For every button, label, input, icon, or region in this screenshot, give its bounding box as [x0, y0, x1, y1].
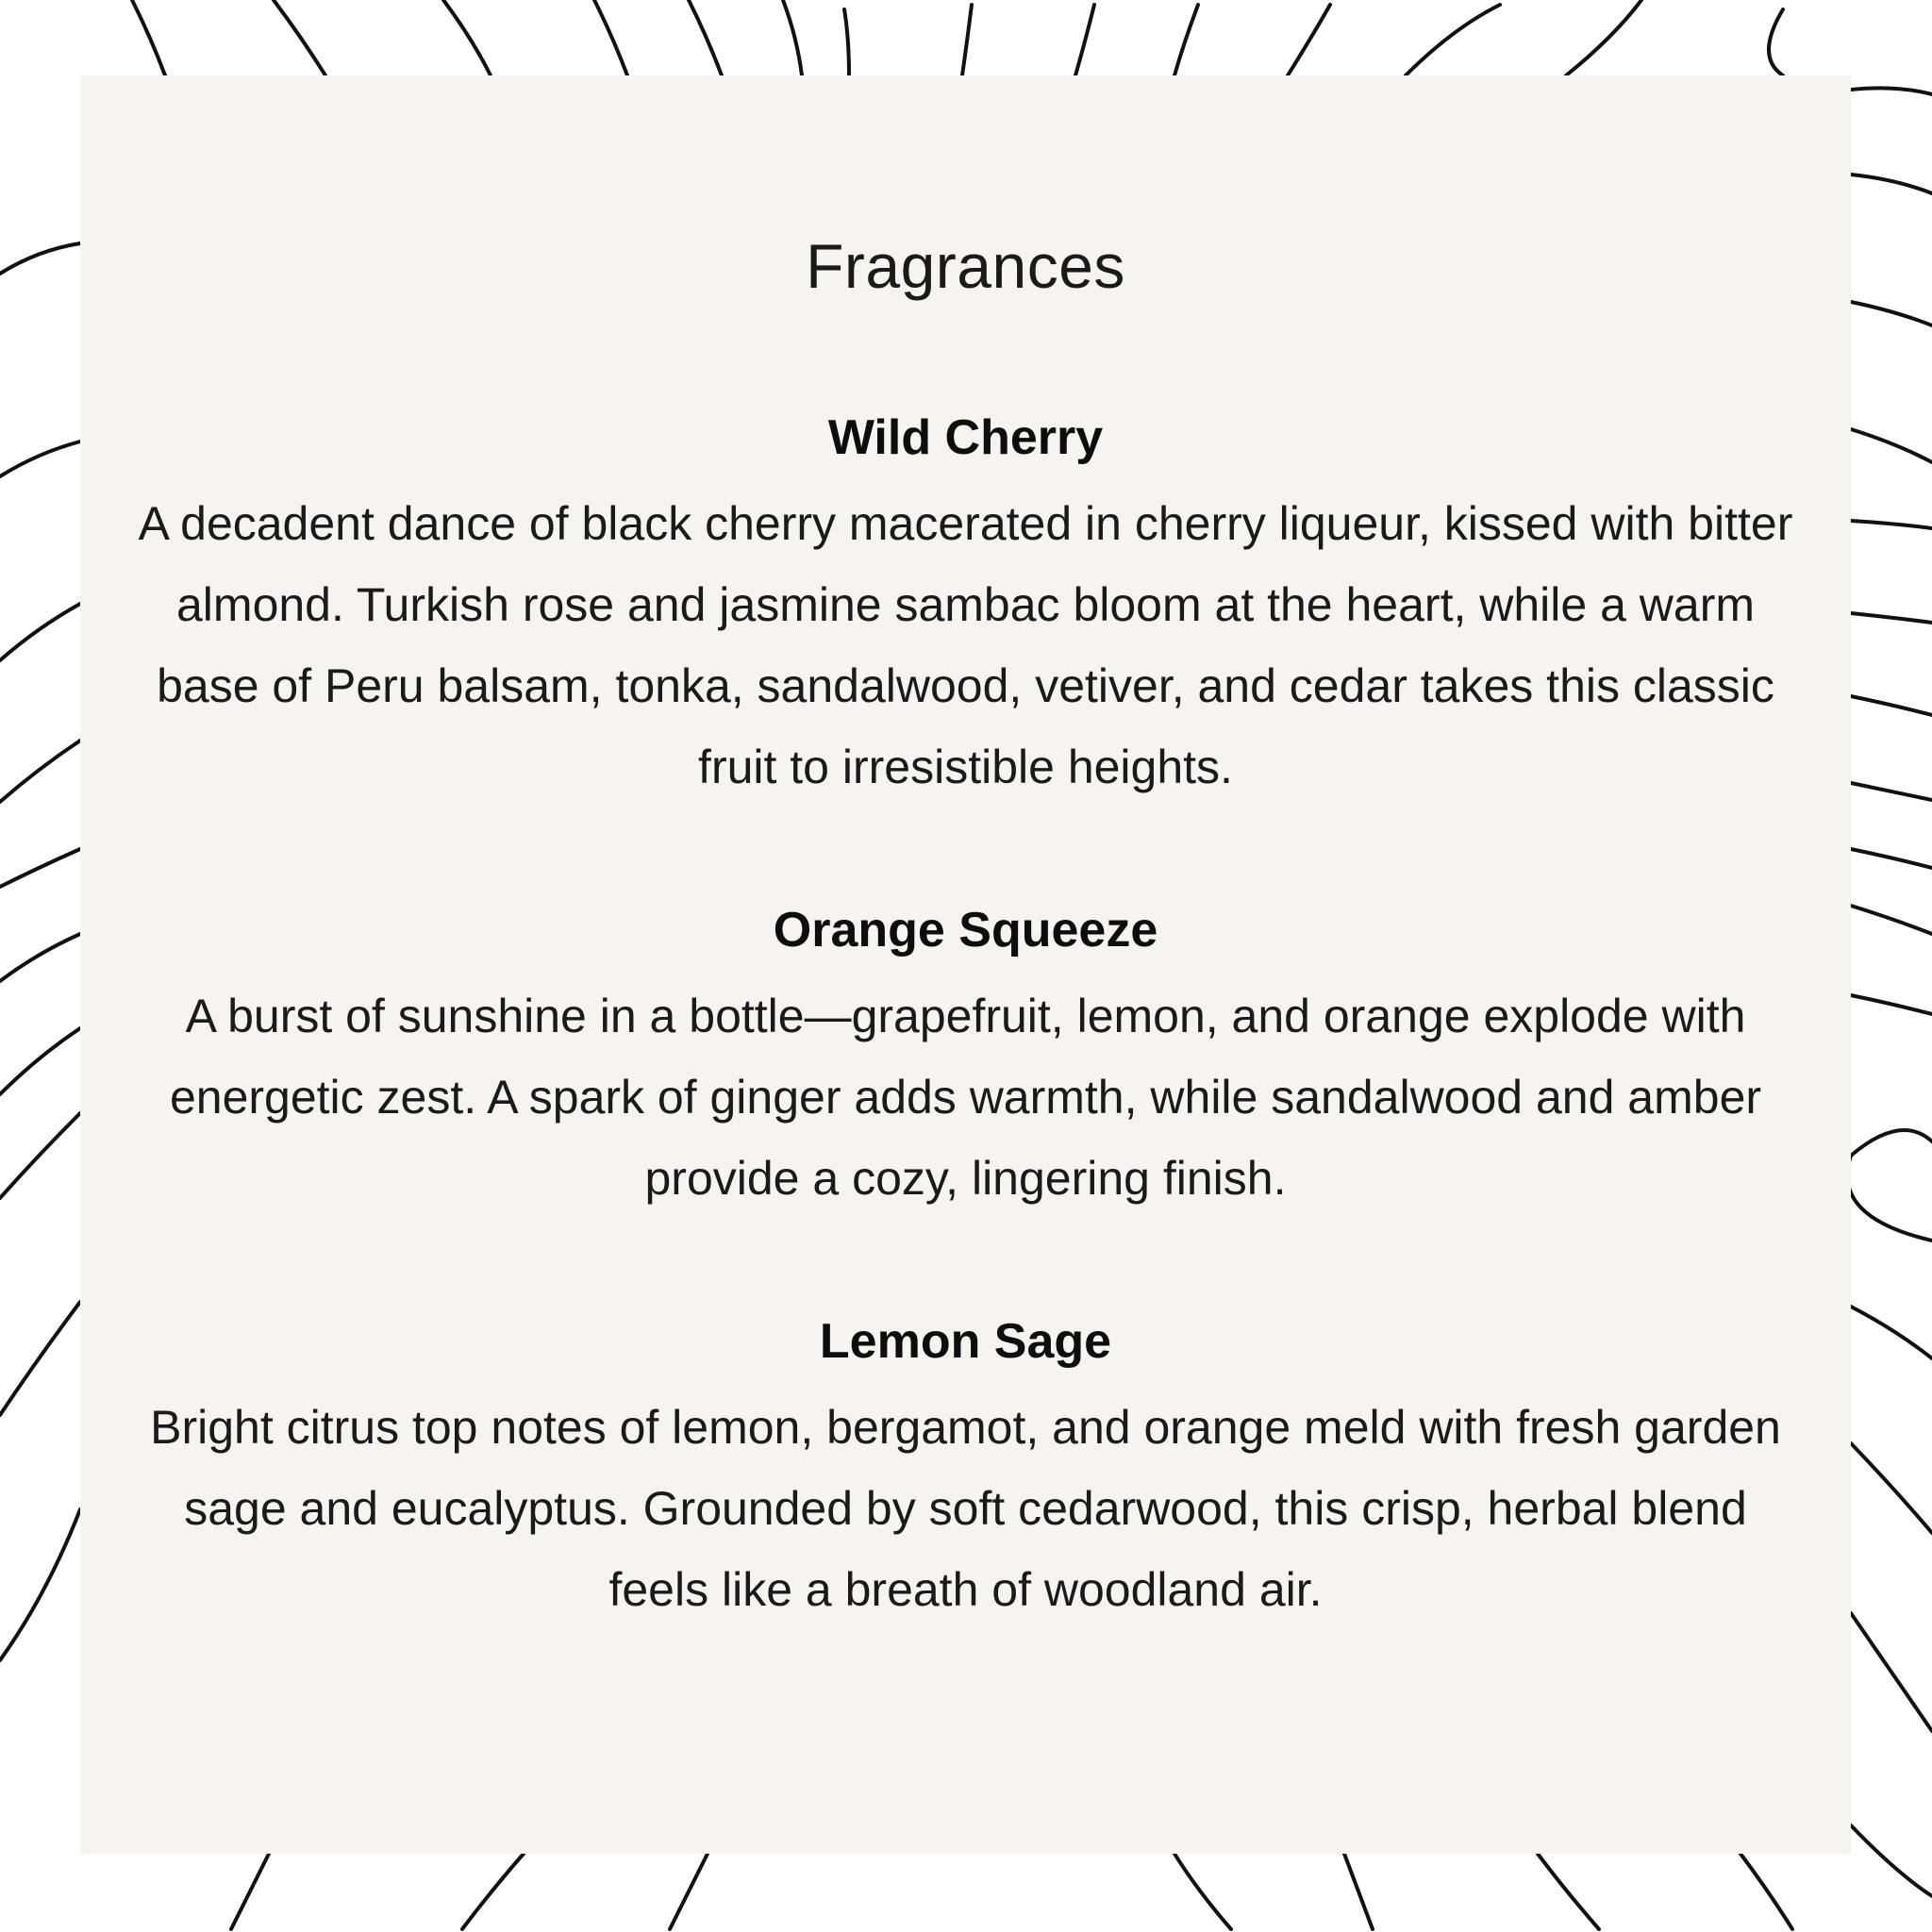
- fragrance-name: Orange Squeeze: [773, 903, 1158, 958]
- fragrance-item-orange-squeeze: [80, 900, 1851, 1219]
- page-title: Fragrances: [806, 231, 1125, 301]
- fragrance-item-wild-cherry: [80, 408, 1851, 808]
- fragrance-description: A burst of sunshine in a bottle—grapefruit, lemon, and orange explode with energetic zest. A spark of ginger adds warmth, while sandalwood and amber provide a cozy, lingering finish.: [169, 990, 1762, 1205]
- fragrance-name: Wild Cherry: [827, 410, 1104, 465]
- fragrance-item-lemon-sage: [80, 1311, 1851, 1630]
- fragrance-description: A decadent dance of black cherry macerated in cherry liqueur, kissed with bitter almond. Turkish rose and jasmine sambac bloom at the heart, while a warm base of Peru balsam, tonka, sandalwood, vetiver, and cedar takes this classic fruit to irresistible heights.: [138, 497, 1793, 793]
- fragrance-list: [80, 408, 1851, 1630]
- fragrance-name: Lemon Sage: [819, 1314, 1112, 1369]
- fragrance-card: [80, 75, 1851, 1854]
- fragrance-description: Bright citrus top notes of lemon, bergamot, and orange meld with fresh garden sage and eucalyptus. Grounded by soft cedarwood, this crisp, herbal blend feels like a breath of woodland air.: [150, 1401, 1781, 1616]
